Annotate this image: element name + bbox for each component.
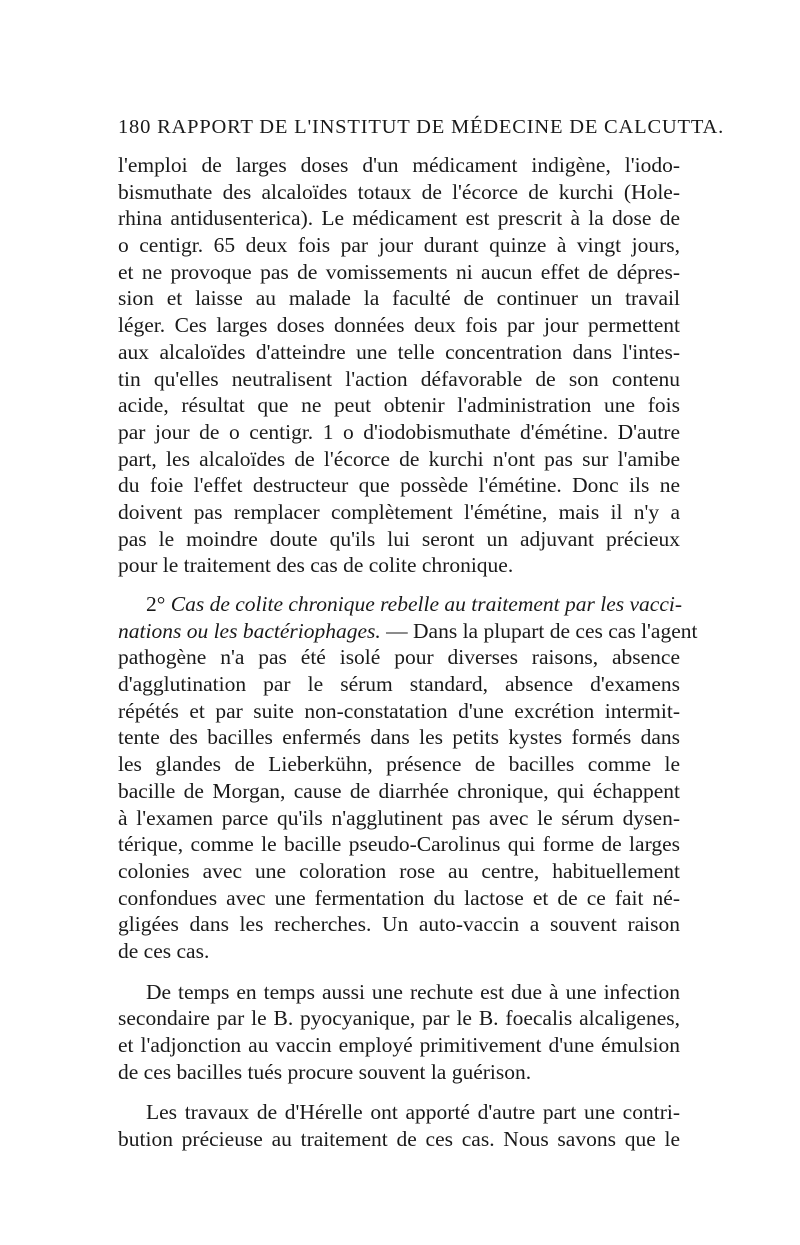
text-line: gligées dans les recherches. Un auto-vaccin a souvent raison xyxy=(118,912,680,937)
text-line: bismuthate des alcaloïdes totaux de l'écorce de kurchi (Hole- xyxy=(118,179,680,204)
text-line: et l'adjonction au vaccin employé primitivement d'une émulsion xyxy=(118,1033,680,1057)
section-heading-line xyxy=(118,591,683,618)
text-line: du foie l'effet destructeur que possède l'émétine. Donc ils ne xyxy=(118,473,680,498)
text-line: bution précieuse au traitement de ces cas. Nous savons que le xyxy=(118,1127,680,1152)
text-line: et ne provoque pas de vomissements ni aucun effet de dépres- xyxy=(118,259,680,284)
text-line: par jour de o centigr. 1 o d'iodobismuthate d'émétine. D'autre xyxy=(118,419,680,444)
text-line: de ces bacilles tués procure souvent la guérison. xyxy=(118,1059,532,1084)
section-heading-italic: Cas de colite chronique rebelle au traitement par les vacci- xyxy=(170,592,683,616)
text-line: l'emploi de larges doses d'un médicament indigène, l'iodo- xyxy=(118,153,680,177)
running-head: 180 RAPPORT DE L'INSTITUT DE MÉDECINE DE CALCUTTA. xyxy=(118,116,725,138)
section-text: — Dans la plupart de ces cas l'agent xyxy=(386,618,698,643)
text-line: pas le moindre doute qu'ils lui seront un adjuvant précieux xyxy=(118,526,680,551)
text-line: de ces cas. xyxy=(118,938,210,963)
text-line: tin qu'elles neutralisent l'action défavorable de son contenu xyxy=(118,366,680,391)
section-heading-line xyxy=(118,618,698,645)
paragraph-2 xyxy=(118,591,698,965)
text-line: à l'examen parce qu'ils n'agglutinent pas avec le sérum dysen- xyxy=(118,805,680,830)
text-line: confondues avec une fermentation du lactose et de ce fait né- xyxy=(118,885,680,910)
text-line: les glandes de Lieberkühn, présence de bacilles comme le xyxy=(118,752,680,777)
text-line: aux alcaloïdes d'atteindre une telle concentration dans l'intes- xyxy=(118,339,680,364)
text-line: rhina antidusenterica). Le médicament est prescrit à la dose de xyxy=(118,206,680,231)
text-line: léger. Ces larges doses données deux fois par jour permettent xyxy=(118,313,680,338)
text-line: pathogène n'a pas été isolé pour diverses raisons, absence xyxy=(118,645,680,670)
paragraph-4 xyxy=(118,1099,680,1152)
text-line: bacille de Morgan, cause de diarrhée chronique, qui échappent xyxy=(118,778,680,803)
text-line: part, les alcaloïdes de l'écorce de kurchi n'ont pas sur l'amibe xyxy=(118,446,680,471)
section-number: 2° xyxy=(146,592,166,616)
text-line: sion et laisse au malade la faculté de continuer un travail xyxy=(118,286,680,311)
text-line: doivent pas remplacer complètement l'émétine, mais il n'y a xyxy=(118,499,680,524)
paragraph-3 xyxy=(118,979,680,1086)
text-line: Les travaux de d'Hérelle ont apporté d'autre part une contri- xyxy=(146,1100,680,1125)
text-line: pour le traitement des cas de colite chronique. xyxy=(118,553,514,578)
text-line: o centigr. 65 deux fois par jour durant quinze à vingt jours, xyxy=(118,233,680,258)
body-text xyxy=(118,152,698,1153)
text-line: secondaire par le B. pyocyanique, par le B. foecalis alcaligenes, xyxy=(118,1006,680,1031)
text-line: d'agglutination par le sérum standard, absence d'examens xyxy=(118,672,680,697)
section-heading-italic: nations ou les bactériophages. xyxy=(118,618,381,643)
text-line: répétés et par suite non-constatation d'une excrétion intermit- xyxy=(118,698,680,723)
text-line: térique, comme le bacille pseudo-Carolinus qui forme de larges xyxy=(118,832,680,857)
text-line: tente des bacilles enfermés dans les petits kystes formés dans xyxy=(118,725,680,750)
paragraph-1 xyxy=(118,152,680,579)
text-line: colonies avec une coloration rose au centre, habituellement xyxy=(118,858,680,883)
text-line: acide, résultat que ne peut obtenir l'administration une fois xyxy=(118,393,680,418)
text-line: De temps en temps aussi une rechute est due à une infection xyxy=(146,979,680,1004)
